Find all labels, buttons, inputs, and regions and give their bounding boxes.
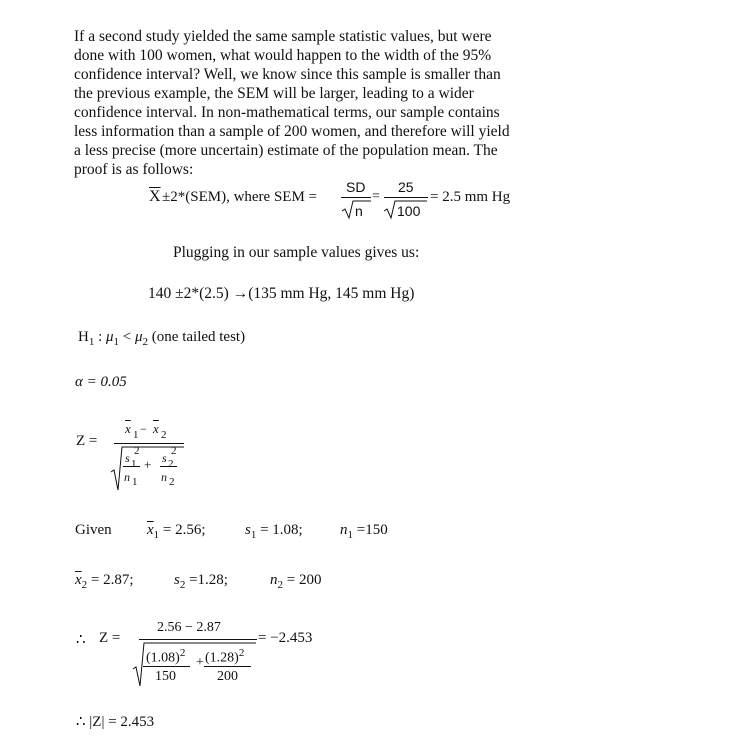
- mu1-subscript: 1: [113, 336, 120, 348]
- x2-given-subscript: 2: [81, 579, 88, 591]
- alpha-level: α = 0.05: [75, 374, 127, 390]
- s1-symbol: s: [125, 451, 130, 465]
- s2-squared: 2: [171, 445, 177, 457]
- paragraph-line: proof is as follows:: [74, 161, 194, 178]
- given-n1: [340, 522, 388, 541]
- sem-result: = 2.5 mm Hg: [430, 189, 511, 205]
- given-label: Given: [75, 522, 112, 538]
- paragraph-line: done with 100 women, what would happen to the width of the 95%: [74, 47, 492, 64]
- term1-value: (1.08): [146, 650, 180, 666]
- paragraph-line: less information than a sample of 200 women, and therefore will yield: [74, 123, 510, 140]
- x2-given-symbol: $\overline{x}$: [75, 572, 82, 588]
- n2-symbol: n: [161, 470, 167, 484]
- n1-symbol: n: [124, 470, 130, 484]
- sd-fraction-bar: [341, 197, 371, 198]
- plus-sign: +: [144, 457, 152, 472]
- less-than: <: [119, 329, 136, 345]
- x2-bar: [153, 421, 159, 437]
- x1-given-subscript: 1: [153, 529, 160, 541]
- z-fraction-bar: [114, 443, 184, 444]
- n1-given-subscript: 1: [347, 529, 353, 541]
- s2-given-value: =1.28;: [189, 572, 228, 588]
- z-calc-term2: [205, 647, 244, 667]
- paragraph-line: If a second study yielded the same sample statistic values, but were: [74, 28, 492, 45]
- therefore-symbol: ∴: [76, 632, 86, 648]
- given-s1: [245, 522, 303, 541]
- colon: :: [94, 329, 107, 345]
- xbar-letter: $\overline{X}$: [149, 188, 161, 205]
- z-calc-term1: [146, 647, 185, 667]
- s1-given-value: = 1.08;: [260, 522, 303, 538]
- z-calc-fraction-bar: [139, 639, 257, 640]
- sd-label: SD: [346, 179, 366, 195]
- ci-result: 140 ±2*(2.5) →(135 mm Hg, 145 mm Hg): [148, 285, 415, 302]
- n1-subscript: 1: [132, 476, 138, 488]
- h-subscript: 1: [88, 336, 95, 348]
- n2-subscript: 2: [169, 476, 175, 488]
- paragraph-line: a less precise (more uncertain) estimate of the population mean. The: [74, 142, 498, 159]
- denominator-100: 100: [397, 203, 421, 219]
- x2-subscript: 2: [161, 429, 167, 441]
- fraction-bar: [384, 197, 428, 198]
- x1-bar: [125, 421, 131, 437]
- mu2-subscript: 2: [142, 336, 149, 348]
- term2-value: (1.28): [205, 650, 239, 666]
- mu1-symbol: μ: [106, 329, 114, 345]
- given-n2: [270, 572, 321, 591]
- sqrt-n-label: n: [355, 203, 363, 219]
- z-calc-label: Z =: [99, 630, 121, 646]
- s1-squared: 2: [134, 445, 140, 457]
- hypothesis: [78, 329, 245, 348]
- paragraph-line: the previous example, the SEM will be larger, leading to a wider: [74, 85, 474, 102]
- given-x1: [147, 522, 206, 541]
- paragraph-line: confidence interval. In non-mathematical terms, our sample contains: [74, 104, 500, 121]
- xbar-symbol: [149, 188, 161, 206]
- x2-letter: $\overline{x}$: [153, 421, 159, 436]
- given-s2: [174, 572, 228, 591]
- s1-given-subscript: 1: [250, 529, 257, 541]
- abs-z-result: ∴ |Z| = 2.453: [76, 714, 155, 730]
- term1-fraction-bar: [143, 666, 190, 667]
- numerator-25: 25: [398, 179, 414, 195]
- test-note: (one tailed test): [148, 329, 246, 345]
- x1-letter: $\overline{x}$: [125, 421, 131, 436]
- z-calc-den2: 200: [217, 669, 238, 684]
- s2-symbol: s: [162, 451, 167, 465]
- minus-sign: −: [140, 422, 147, 436]
- z-calc-numerator: 2.56 − 2.87: [157, 620, 221, 635]
- term1-square: 2: [179, 647, 186, 659]
- s1-given-symbol: s: [245, 522, 251, 538]
- intro-paragraph: [74, 27, 554, 179]
- n2-given-value: = 200: [286, 572, 322, 588]
- x2-given-value: = 2.87;: [90, 572, 134, 588]
- plugging-text: Plugging in our sample values gives us:: [173, 244, 420, 261]
- x1-given-value: = 2.56;: [162, 522, 206, 538]
- z-calc-result: = −2.453: [258, 630, 313, 646]
- ci-pm-text: ±2*(SEM), where SEM =: [162, 189, 318, 205]
- given-x2: [75, 572, 134, 591]
- n1-given-symbol: n: [340, 522, 348, 538]
- z-calc-plus: +: [196, 655, 204, 670]
- h-symbol: H: [78, 329, 89, 345]
- n2-given-symbol: n: [270, 572, 278, 588]
- x1-given-symbol: $\overline{x}$: [147, 522, 154, 538]
- term2-fraction-bar: [204, 666, 251, 667]
- s2-given-symbol: s: [174, 572, 180, 588]
- s2-subscript: 2: [168, 458, 174, 470]
- equals-sign: =: [372, 189, 380, 204]
- s1-fraction-bar: [123, 466, 140, 467]
- s2-given-subscript: 2: [179, 579, 186, 591]
- n1-given-value: =150: [356, 522, 388, 538]
- s2-fraction-bar: [160, 466, 177, 467]
- term2-square: 2: [238, 647, 245, 659]
- x1-subscript: 1: [133, 429, 139, 441]
- sqrt-n-radical: [341, 200, 355, 220]
- n2-given-subscript: 2: [277, 579, 283, 591]
- paragraph-line: confidence interval? Well, we know since this sample is smaller than: [74, 66, 501, 83]
- mu2-symbol: μ: [135, 329, 143, 345]
- s1-subscript: 1: [131, 458, 137, 470]
- z-label: Z =: [76, 433, 98, 449]
- z-calc-den1: 150: [155, 669, 176, 684]
